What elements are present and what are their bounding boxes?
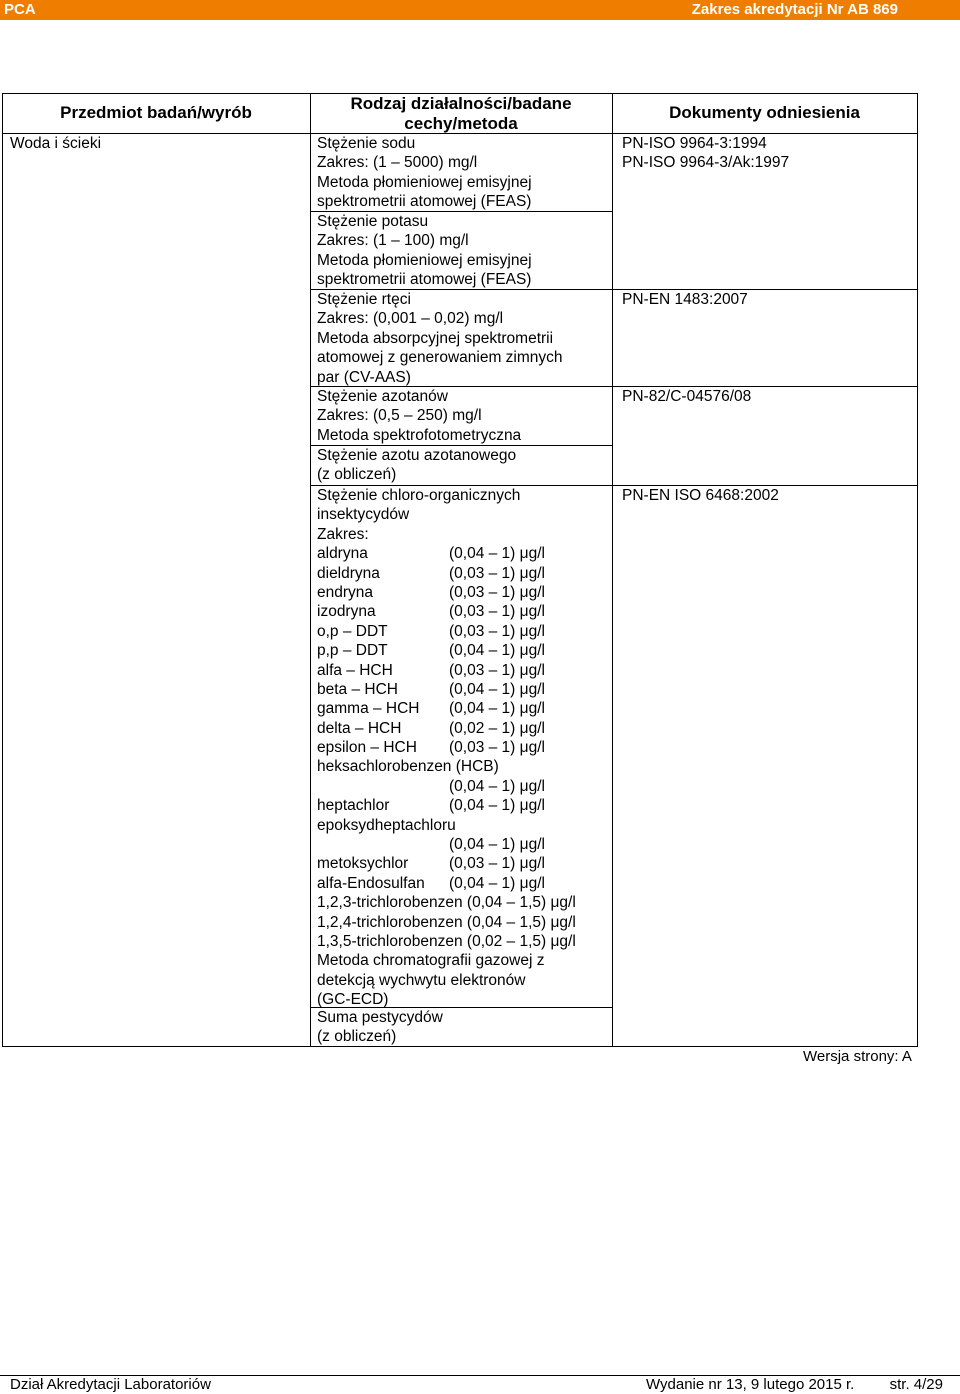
pesticide-name: aldryna bbox=[317, 545, 368, 563]
page-header bbox=[0, 0, 960, 20]
text-line: Zakres: (1 – 100) mg/l bbox=[317, 232, 469, 250]
method-cell-pesticides bbox=[317, 486, 576, 1010]
text-line: 1,3,5-trichlorobenzen (0,02 – 1,5) μg/l bbox=[317, 932, 576, 950]
text-line: Zakres: bbox=[317, 525, 369, 543]
docs-cell-sodium bbox=[622, 134, 789, 173]
pesticide-range: (0,04 – 1) μg/l bbox=[449, 777, 545, 795]
text-line: 1,2,3-trichlorobenzen (0,04 – 1,5) μg/l bbox=[317, 894, 576, 912]
pesticide-range: (0,04 – 1) μg/l bbox=[449, 642, 545, 660]
pesticide-range: (0,04 – 1) μg/l bbox=[449, 545, 545, 563]
pesticide-name: gamma – HCH bbox=[317, 700, 420, 718]
col-header-method-line: cechy/metoda bbox=[404, 114, 518, 133]
footer-page-number: str. 4/29 bbox=[889, 1376, 943, 1393]
text-line: Stężenie sodu bbox=[317, 135, 416, 152]
pesticide-name: alfa – HCH bbox=[317, 661, 393, 679]
pesticide-range: (0,04 – 1) μg/l bbox=[449, 797, 545, 815]
text-line: Zakres: (0,001 – 0,02) mg/l bbox=[317, 310, 504, 328]
pesticide-row bbox=[317, 738, 576, 757]
text-line: Metoda płomieniowej emisyjnej bbox=[317, 251, 532, 269]
text-line: spektrometrii atomowej (FEAS) bbox=[317, 193, 532, 211]
method-cell-pesticide-sum bbox=[317, 1008, 443, 1047]
pesticide-name: beta – HCH bbox=[317, 680, 398, 698]
doc-ref: PN-82/C-04576/08 bbox=[622, 388, 752, 405]
pesticide-name: epsilon – HCH bbox=[317, 739, 417, 757]
pesticide-range: (0,03 – 1) μg/l bbox=[449, 622, 545, 640]
pesticide-row bbox=[317, 796, 576, 815]
table-bottom-border bbox=[2, 1046, 918, 1047]
pesticide-name: p,p – DDT bbox=[317, 642, 388, 660]
text-line: (z obliczeń) bbox=[317, 1028, 397, 1046]
text-line: insektycydów bbox=[317, 506, 410, 524]
pesticide-name: heptachlor bbox=[317, 797, 390, 815]
pesticide-row bbox=[317, 602, 576, 621]
pesticide-row bbox=[317, 583, 576, 602]
pesticide-row bbox=[317, 641, 576, 660]
doc-ref: PN-ISO 9964-3:1994 bbox=[622, 135, 767, 152]
text-line: (GC-ECD) bbox=[317, 991, 389, 1009]
docs-cell-nitrates bbox=[622, 387, 751, 406]
pesticide-name: alfa-Endosulfan bbox=[317, 874, 425, 892]
subject-cell: Woda i ścieki bbox=[10, 135, 102, 152]
method-cell-potassium bbox=[317, 212, 532, 290]
text-line: Metoda chromatografii gazowej z bbox=[317, 952, 545, 970]
text-line: Zakres: (0,5 – 250) mg/l bbox=[317, 407, 482, 425]
col-border bbox=[612, 93, 613, 1047]
method-cell-mercury bbox=[317, 290, 563, 387]
text-line: heksachlorobenzen (HCB) bbox=[317, 758, 499, 776]
text-line: (z obliczeń) bbox=[317, 466, 397, 484]
header-org: PCA bbox=[4, 1, 36, 18]
col-header-docs: Dokumenty odniesienia bbox=[669, 103, 860, 122]
page-footer bbox=[0, 1375, 960, 1394]
pesticide-name: izodryna bbox=[317, 603, 376, 621]
text-line: Suma pestycydów bbox=[317, 1009, 443, 1026]
pesticide-row bbox=[317, 699, 576, 718]
text-line: Zakres: (1 – 5000) mg/l bbox=[317, 154, 478, 172]
text-line: epoksydheptachloru bbox=[317, 816, 456, 834]
pesticide-name: endryna bbox=[317, 583, 374, 601]
text-line: atomowej z generowaniem zimnych bbox=[317, 349, 563, 367]
pesticide-row bbox=[317, 622, 576, 641]
text-line: Metoda spektrofotometryczna bbox=[317, 426, 522, 444]
pesticide-row bbox=[317, 719, 576, 738]
pesticide-name: dieldryna bbox=[317, 564, 380, 582]
pesticide-range: (0,03 – 1) μg/l bbox=[449, 564, 545, 582]
col-header-method bbox=[310, 94, 612, 134]
pesticide-row bbox=[317, 661, 576, 680]
method-cell-nitrate-nitrogen bbox=[317, 446, 516, 485]
pesticide-row bbox=[317, 680, 576, 699]
text-line: 1,2,4-trichlorobenzen (0,04 – 1,5) μg/l bbox=[317, 913, 576, 931]
pesticide-row bbox=[317, 777, 576, 796]
pesticide-row bbox=[317, 854, 576, 873]
col-border bbox=[310, 93, 311, 1047]
pesticide-name: delta – HCH bbox=[317, 719, 402, 737]
pesticide-name: o,p – DDT bbox=[317, 622, 388, 640]
text-line: Stężenie chloro-organicznych bbox=[317, 487, 521, 504]
col-header-method-line: Rodzaj działalności/badane bbox=[350, 94, 572, 113]
header-title: Zakres akredytacji Nr AB 869 bbox=[691, 1, 898, 18]
text-line: Stężenie azotu azotanowego bbox=[317, 447, 517, 464]
text-line: Metoda płomieniowej emisyjnej bbox=[317, 173, 532, 191]
method-cell-sodium bbox=[317, 134, 532, 212]
docs-cell-pesticides bbox=[622, 486, 779, 505]
pesticide-range: (0,03 – 1) μg/l bbox=[449, 583, 545, 601]
page-version: Wersja strony: A bbox=[803, 1048, 912, 1065]
pesticide-range: (0,03 – 1) μg/l bbox=[449, 739, 545, 757]
pesticide-row bbox=[317, 564, 576, 583]
method-cell-nitrates bbox=[317, 387, 521, 445]
col-border bbox=[2, 93, 3, 1047]
text-line: detekcją wychwytu elektronów bbox=[317, 971, 526, 989]
pesticide-range: (0,04 – 1) μg/l bbox=[449, 874, 545, 892]
pesticide-range: (0,02 – 1) μg/l bbox=[449, 719, 545, 737]
doc-ref: PN-EN ISO 6468:2002 bbox=[622, 487, 779, 504]
pesticide-range: (0,03 – 1) μg/l bbox=[449, 661, 545, 679]
pesticide-range: (0,04 – 1) μg/l bbox=[449, 700, 545, 718]
text-line: Stężenie azotanów bbox=[317, 388, 448, 405]
col-header-subject: Przedmiot badań/wyrób bbox=[60, 103, 252, 122]
text-line: Stężenie potasu bbox=[317, 213, 429, 230]
pesticide-range: (0,04 – 1) μg/l bbox=[449, 680, 545, 698]
doc-ref: PN-ISO 9964-3/Ak:1997 bbox=[622, 154, 790, 172]
pesticide-name: metoksychlor bbox=[317, 855, 409, 873]
footer-edition: Wydanie nr 13, 9 lutego 2015 r. bbox=[646, 1376, 855, 1393]
text-line: spektrometrii atomowej (FEAS) bbox=[317, 271, 532, 289]
pesticide-row bbox=[317, 874, 576, 893]
pesticide-range: (0,03 – 1) μg/l bbox=[449, 855, 545, 873]
text-line: par (CV-AAS) bbox=[317, 368, 411, 386]
pesticide-row bbox=[317, 835, 576, 854]
doc-ref: PN-EN 1483:2007 bbox=[622, 291, 748, 308]
docs-cell-mercury bbox=[622, 290, 748, 309]
pesticide-row bbox=[317, 544, 576, 563]
text-line: Metoda absorpcyjnej spektrometrii bbox=[317, 329, 554, 347]
col-border bbox=[917, 93, 918, 1047]
text-line: Stężenie rtęci bbox=[317, 291, 411, 308]
pesticide-range: (0,03 – 1) μg/l bbox=[449, 603, 545, 621]
pesticide-range: (0,04 – 1) μg/l bbox=[449, 836, 545, 854]
footer-department: Dział Akredytacji Laboratoriów bbox=[10, 1376, 211, 1393]
